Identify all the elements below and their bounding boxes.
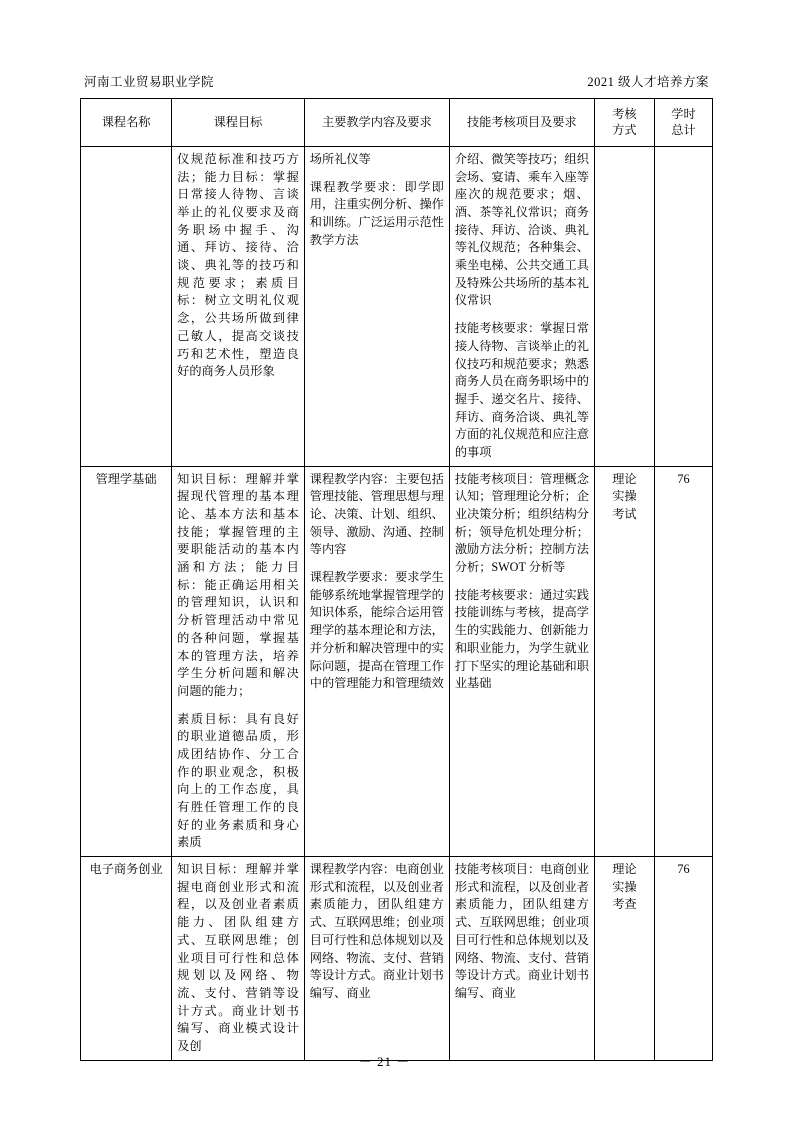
cell-course-name: 管理学基础 — [81, 466, 172, 856]
cell-assessment-method — [594, 146, 654, 466]
page-header — [80, 72, 713, 90]
content-paragraph: 场所礼仪等 — [309, 151, 371, 166]
column-header-assessment-method — [594, 99, 654, 147]
cell-teaching-content — [304, 146, 449, 466]
content-paragraph: 课程教学内容：主要包括管理技能、管理思想与理论、决策、计划、组织、领导、激励、沟通、控制等内容 — [309, 471, 444, 557]
cell-course-name — [81, 146, 172, 466]
total-hours-line-2: 总计 — [671, 123, 696, 138]
column-header-course-name: 课程名称 — [81, 99, 172, 147]
skill-paragraph: 技能考核要求：通过实践技能训练与考核，提高学生的实践能力、创新能力和职业能力，为学生就业打下坚实的理论基础和职业基础 — [454, 587, 589, 691]
goal-paragraph: 素质目标：具有良好的职业道德品质，形成团结协作、分工合作的职业观念，积极向上的工作态度，具有胜任管理工作的良好的业务素质和身心素质 — [177, 711, 299, 850]
cell-assessment-method — [594, 857, 654, 1061]
assessment-method-line: 实操 — [612, 489, 637, 504]
skill-paragraph: 技能考核要求：掌握日常接人待物、言谈举止的礼仪技巧和规范要求；熟悉商务人员在商务职场中的握手、递交名片、接待、拜访、商务洽谈、典礼等方面的礼仪规范和应注意的事项 — [454, 321, 589, 459]
column-header-course-goal: 课程目标 — [172, 99, 305, 147]
goal-paragraph: 知识目标：理解并掌握现代管理的基本理论、基本方法和基本技能；掌握管理的主要职能活动的基本内涵和方法；能力目标：能正确运用相关的管理知识，认识和分析管理活动中常见的各种问题，掌握基本的管理方法，培养学生分析问题和解决问题的能力； — [177, 471, 299, 698]
skill-paragraph: 介绍、微笑等技巧；组织会场、宴请、乘车入座等座次的规范要求；烟、酒、茶等礼仪常识；商务接待、拜访、洽谈、典礼等礼仪规范；各种集会、乘坐电梯、公共交通工具及特殊公共场所的基本礼仪常识 — [454, 151, 589, 308]
header-document-title: 2021 级人才培养方案 — [587, 75, 709, 89]
skill-paragraph: 技能考核项目：管理概念认知；管理理论分析；企业决策分析；组织结构分析；领导危机处理分析；激励方法分析；控制方法分析；SWOT 分析等 — [454, 471, 589, 575]
assessment-method-line: 考查 — [612, 897, 637, 912]
header-institution: 河南工业贸易职业学院 — [84, 75, 215, 89]
column-header-skill-assessment: 技能考核项目及要求 — [449, 99, 594, 147]
cell-total-hours — [654, 146, 712, 466]
table-row — [81, 466, 713, 856]
total-hours-line-1: 学时 — [671, 107, 696, 121]
assessment-method-line: 实操 — [612, 879, 637, 894]
cell-skill-assessment — [449, 857, 594, 1061]
cell-assessment-method — [594, 466, 654, 856]
assessment-method-line: 理论 — [612, 862, 637, 877]
cell-skill-assessment — [449, 466, 594, 856]
cell-skill-assessment — [449, 146, 594, 466]
assessment-method-line-1: 考核 — [612, 107, 637, 121]
assessment-method-line: 理论 — [612, 471, 637, 486]
cell-course-goal — [172, 146, 305, 466]
cell-course-name: 电子商务创业 — [81, 857, 172, 1061]
table-header-row — [81, 99, 713, 147]
goal-paragraph: 知识目标：理解并掌握电商创业形式和流程，以及创业者素质能力、团队组建方式、互联网思维；创业项目可行性和总体规划以及网络、物流、支付、营销等设计方式。商业计划书编写、商业模式设计及创 — [177, 862, 299, 1053]
skill-paragraph: 技能考核项目：电商创业形式和流程，以及创业者素质能力，团队组建方式、互联网思维；创业项目可行性和总体规划以及网络、物流、支付、营销等设计方式。商业计划书编写、商业 — [454, 862, 589, 1000]
goal-paragraph: 仪规范标准和技巧方法；能力目标：掌握日常接人待物、言谈举止的礼仪要求及商务职场中握手、沟通、拜访、接待、洽谈、典礼等的技巧和规范要求；素质目标：树立文明礼仪观念，公共场所做到律己敏人，提高交谈技巧和艺术性，塑造良好的商务人员形象 — [177, 151, 299, 379]
cell-total-hours: 76 — [654, 857, 712, 1061]
table-row — [81, 146, 713, 466]
assessment-method-line: 考试 — [612, 507, 637, 521]
content-paragraph: 课程教学要求：即学即用，注重实例分析、操作和训练。广泛运用示范性教学方法 — [309, 179, 444, 247]
column-header-total-hours — [654, 99, 712, 147]
cell-total-hours: 76 — [654, 466, 712, 856]
cell-course-goal — [172, 857, 305, 1061]
assessment-method-line-2: 方式 — [612, 123, 637, 138]
cell-teaching-content — [304, 857, 449, 1061]
content-paragraph: 课程教学内容：电商创业形式和流程，以及创业者素质能力，团队组建方式、互联网思维；创业项目可行性和总体规划以及网络、物流、支付、营销等设计方式。商业计划书编写、商业 — [309, 862, 444, 1000]
page-footer — [0, 1051, 793, 1070]
table-row — [81, 857, 713, 1061]
column-header-teaching-content: 主要教学内容及要求 — [304, 99, 449, 147]
page-number: － 21 － — [358, 1054, 411, 1069]
course-curriculum-table — [80, 98, 713, 1061]
content-paragraph: 课程教学要求：要求学生能够系统地掌握管理学的知识体系，能综合运用管理学的基本理论和方法，并分析和解决管理中的实际问题，提高在管理工作中的管理能力和管理绩效 — [309, 570, 444, 691]
cell-course-goal — [172, 466, 305, 856]
cell-teaching-content — [304, 466, 449, 856]
